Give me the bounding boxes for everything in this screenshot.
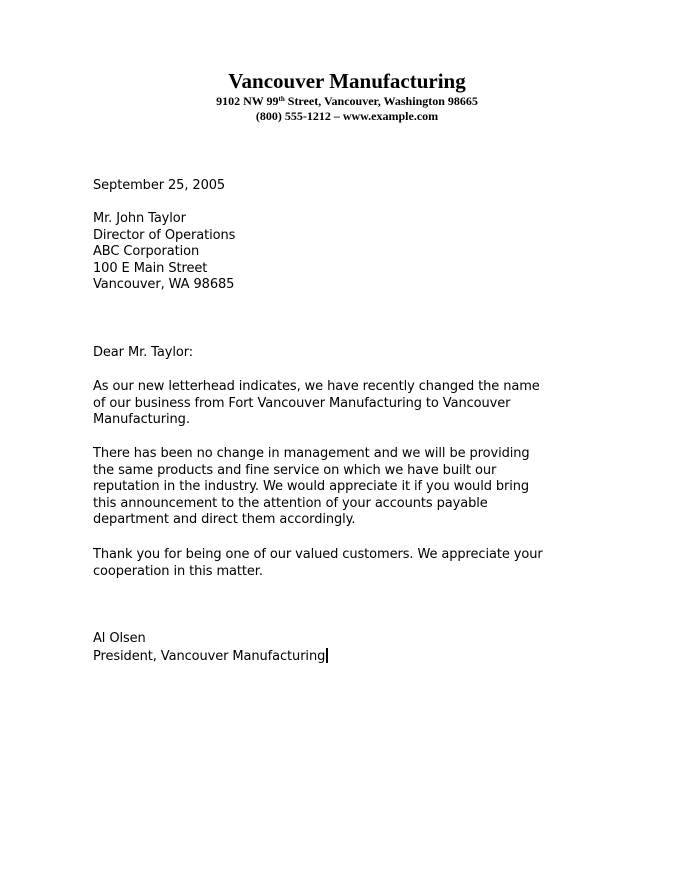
paragraph-line: reputation in the industry. We would appreciate it if you would bring <box>93 479 530 495</box>
recipient-title: Director of Operations <box>93 227 236 243</box>
recipient-street: 100 E Main Street <box>93 260 208 276</box>
paragraph-line: the same products and fine service on which we have built our <box>93 462 497 478</box>
signature-name: Al Olsen <box>93 631 146 646</box>
recipient-city: Vancouver, WA 98685 <box>93 277 235 293</box>
paragraph-line: of our business from Fort Vancouver Manufacturing to Vancouver <box>93 395 511 411</box>
paragraph-line: department and direct them accordingly. <box>93 512 356 528</box>
company-name: Vancouver Manufacturing <box>228 69 466 93</box>
paragraph-3 <box>93 547 613 580</box>
paragraph-line: As our new letterhead indicates, we have recently changed the name <box>93 379 540 394</box>
recipient-company: ABC Corporation <box>93 244 200 260</box>
recipient-address-block <box>93 211 613 294</box>
paragraph-line: There has been no change in management and we will be providing <box>93 446 530 461</box>
letterhead <box>0 68 688 124</box>
paragraph-2 <box>93 446 613 529</box>
company-contact: (800) 555-1212 – www.example.com <box>255 109 439 123</box>
letter-date <box>93 178 613 195</box>
address-street-city: Street, Vancouver, Washington 98665 <box>284 94 478 108</box>
address-street-number: 9102 NW 99 <box>216 94 279 108</box>
salutation-text: Dear Mr. Taylor: <box>93 345 193 360</box>
signature-title: President, Vancouver Manufacturing <box>93 648 326 664</box>
paragraph-1 <box>93 379 613 429</box>
date-text: September 25, 2005 <box>93 178 226 193</box>
paragraph-line: Manufacturing. <box>93 412 190 428</box>
text-cursor <box>326 648 328 663</box>
paragraph-line: Thank you for being one of our valued customers. We appreciate your <box>93 547 543 562</box>
address-ordinal-suffix: th <box>278 95 285 103</box>
paragraph-line: this announcement to the attention of your accounts payable <box>93 495 488 511</box>
company-address <box>6 94 688 109</box>
signature-title-line <box>93 648 613 666</box>
salutation <box>93 345 613 362</box>
paragraph-line: cooperation in this matter. <box>93 563 263 579</box>
signature-block <box>93 631 613 665</box>
recipient-name: Mr. John Taylor <box>93 211 186 226</box>
